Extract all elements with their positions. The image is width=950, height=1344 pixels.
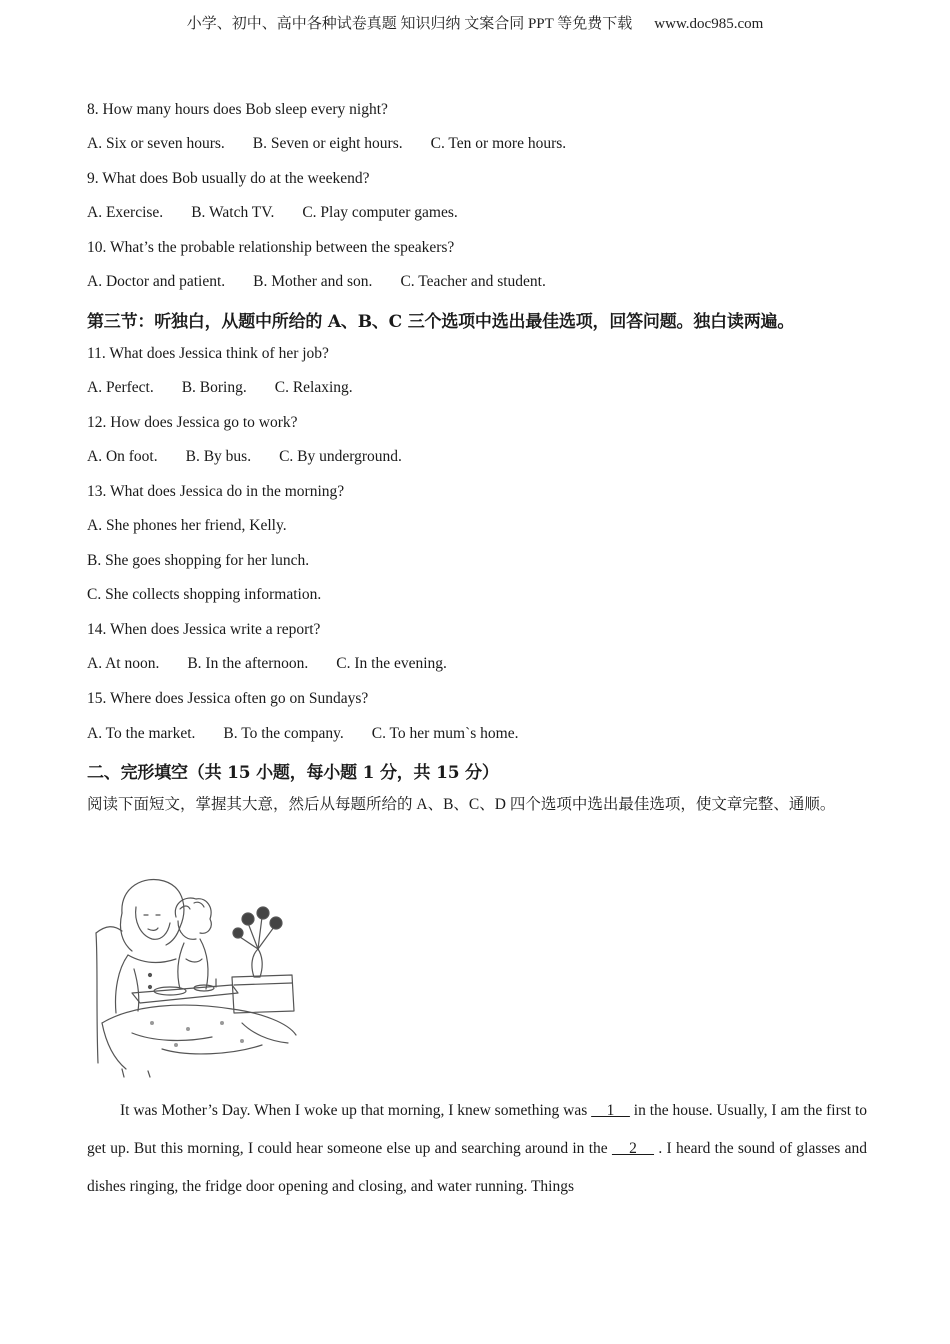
question-13-option-c: C. She collects shopping information.: [87, 586, 322, 603]
option-a: A. Doctor and patient.: [87, 273, 226, 290]
question-15-options: [87, 725, 518, 743]
question-12: 12. How does Jessica go to work?: [87, 414, 298, 431]
passage-text-3: . I heard the sound of glasses and dishes ringing, the fridge door opening and closing, and water running. Things: [87, 1140, 867, 1195]
option-b: B. Seven or eight hours.: [252, 135, 403, 152]
option-c: C. Relaxing.: [274, 379, 353, 396]
cloze-instruction: 阅读下面短文，掌握其大意，然后从每题所给的 A、B、C、D 四个选项中选出最佳选项，使文章完整、通顺。: [87, 796, 836, 813]
question-13: 13. What does Jessica do in the morning?: [87, 483, 345, 500]
section-3-heading: 第三节：听独白，从题中所给的 A、B、C 三个选项中选出最佳选项，回答问题。独白读两遍。: [87, 312, 795, 332]
mother-and-child-illustration: [92, 873, 302, 1078]
option-a: A. To the market.: [87, 725, 196, 742]
option-c: C. By underground.: [279, 448, 402, 465]
question-10: 10. What’s the probable relationship between the speakers?: [87, 239, 455, 256]
option-b: B. Mother and son.: [253, 273, 373, 290]
option-a: A. Perfect.: [87, 379, 154, 396]
option-b: B. To the company.: [223, 725, 344, 742]
option-c: C. Ten or more hours.: [430, 135, 567, 152]
passage-text-1: It was Mother’s Day. When I woke up that morning, I knew something was: [120, 1102, 592, 1119]
cloze-passage: [87, 1092, 867, 1206]
question-13-option-a: A. She phones her friend, Kelly.: [87, 517, 287, 534]
option-c: C. Teacher and student.: [400, 273, 546, 290]
option-a: A. At noon.: [87, 655, 160, 672]
question-14-options: [87, 655, 447, 673]
option-b: B. Watch TV.: [191, 204, 275, 221]
page-header: [0, 12, 950, 33]
question-10-options: [87, 273, 546, 291]
question-9-options: [87, 204, 458, 222]
option-a: A. Six or seven hours.: [87, 135, 225, 152]
question-12-options: [87, 448, 402, 466]
option-a: A. On foot.: [87, 448, 158, 465]
option-a: A. Exercise.: [87, 204, 164, 221]
passage-text-2: in the house. Usually, I am the first to get up. But this morning, I could hear someone else up and searching around in the: [87, 1102, 867, 1157]
cloze-heading: 二、完形填空（共 15 小题，每小题 1 分，共 15 分）: [87, 763, 499, 783]
blank-2: 2: [611, 1140, 655, 1157]
header-site: www.doc985.com: [654, 16, 764, 32]
question-15: 15. Where does Jessica often go on Sundays?: [87, 690, 369, 707]
question-11: 11. What does Jessica think of her job?: [87, 345, 329, 362]
blank-1: 1: [591, 1102, 630, 1119]
header-text: 小学、初中、高中各种试卷真题 知识归纳 文案合同 PPT 等免费下载: [186, 16, 633, 32]
question-8: 8. How many hours does Bob sleep every night?: [87, 101, 388, 118]
question-14: 14. When does Jessica write a report?: [87, 621, 321, 638]
option-b: B. Boring.: [181, 379, 247, 396]
question-13-option-b: B. She goes shopping for her lunch.: [87, 552, 310, 569]
question-11-options: [87, 379, 353, 397]
option-c: C. To her mum`s home.: [371, 725, 519, 742]
question-8-options: [87, 135, 566, 153]
question-9: 9. What does Bob usually do at the weekend?: [87, 170, 370, 187]
option-c: C. Play computer games.: [302, 204, 458, 221]
option-b: B. By bus.: [185, 448, 252, 465]
option-c: C. In the evening.: [336, 655, 447, 672]
option-b: B. In the afternoon.: [187, 655, 309, 672]
